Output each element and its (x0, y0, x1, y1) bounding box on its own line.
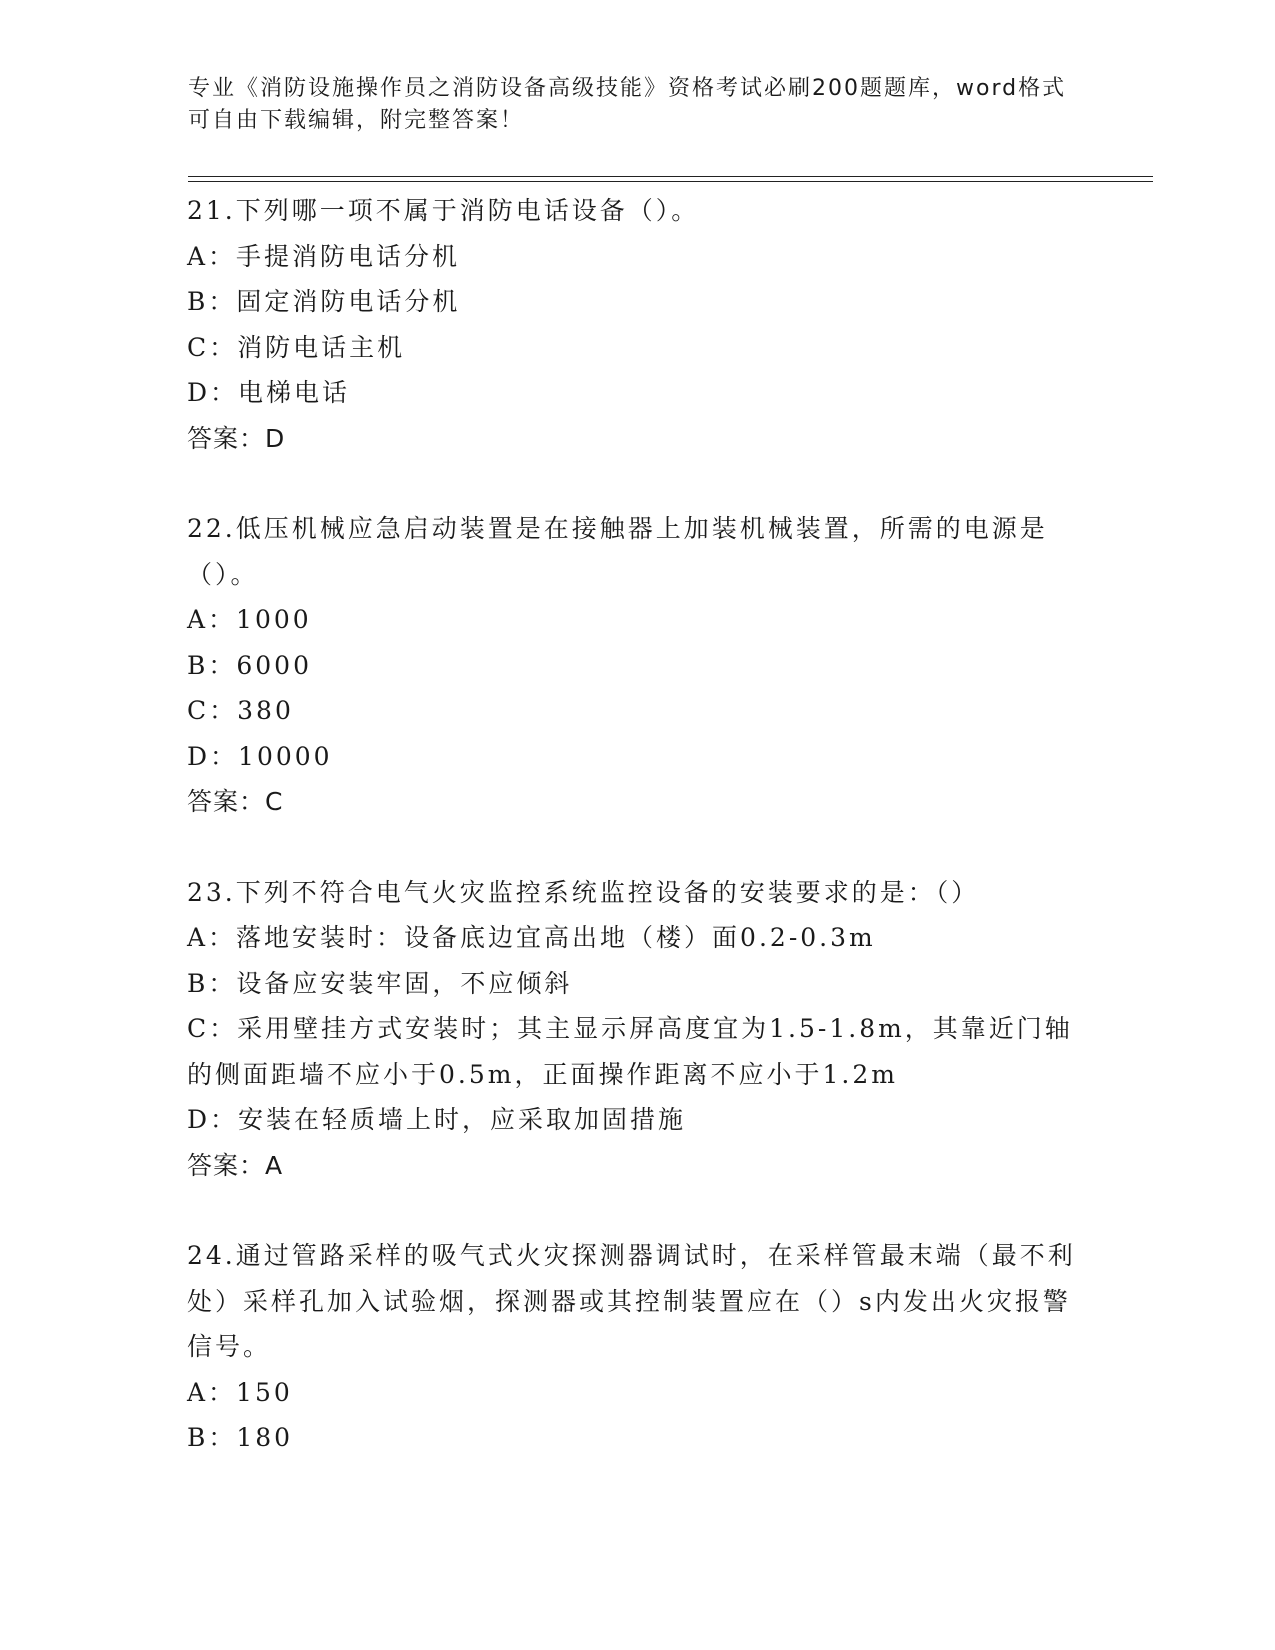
option-a: A：150 (187, 1377, 293, 1407)
question-stem: 21.下列哪一项不属于消防电话设备（）。 (187, 196, 700, 225)
option-c: C：消防电话主机 (187, 332, 406, 362)
option-c: C：380 (187, 696, 294, 725)
option-b: B：设备应安装牢固，不应倾斜 (187, 968, 573, 998)
option-b: B：6000 (187, 650, 312, 680)
question-22 (187, 506, 1077, 825)
header-divider-bottom (188, 181, 1153, 182)
option-d: D：10000 (187, 741, 333, 771)
question-21 (187, 188, 1077, 461)
answer: 答案：A (187, 1150, 284, 1180)
option-c: C：采用壁挂方式安装时；其主显示屏高度宜为1.5-1.8m，其靠近门轴的侧面距墙不应小于0.5m，正面操作距离不应小于1.2m (187, 1014, 1073, 1089)
option-b: B：固定消防电话分机 (187, 287, 461, 316)
answer: 答案：D (187, 423, 286, 453)
option-b: B：180 (187, 1423, 294, 1452)
option-a: A：落地安装时：设备底边宜高出地（楼）面0.2-0.3m (187, 923, 876, 952)
option-d: D：安装在轻质墙上时，应采取加固措施 (187, 1105, 687, 1134)
question-24 (187, 1233, 1077, 1461)
question-stem: 24.通过管路采样的吸气式火灾探测器调试时，在采样管最末端（最不利处）采样孔加入试验烟，探测器或其控制装置应在（）s内发出火灾报警信号。 (187, 1241, 1076, 1361)
question-stem: 22.低压机械应急启动装置是在接触器上加装机械装置，所需的电源是（）。 (187, 514, 1048, 589)
option-a: A：1000 (187, 605, 312, 634)
option-d: D：电梯电话 (187, 378, 351, 407)
answer: 答案：C (187, 787, 284, 816)
question-stem: 23.下列不符合电气火灾监控系统监控设备的安装要求的是：（） (187, 877, 980, 907)
question-list (187, 188, 1077, 1506)
header-divider-top (188, 176, 1153, 177)
question-23 (187, 870, 1077, 1189)
document-header: 专业《消防设施操作员之消防设备高级技能》资格考试必刷200题题库，word格式可自由下载编辑，附完整答案！ (188, 76, 1067, 133)
option-a: A：手提消防电话分机 (187, 241, 461, 271)
